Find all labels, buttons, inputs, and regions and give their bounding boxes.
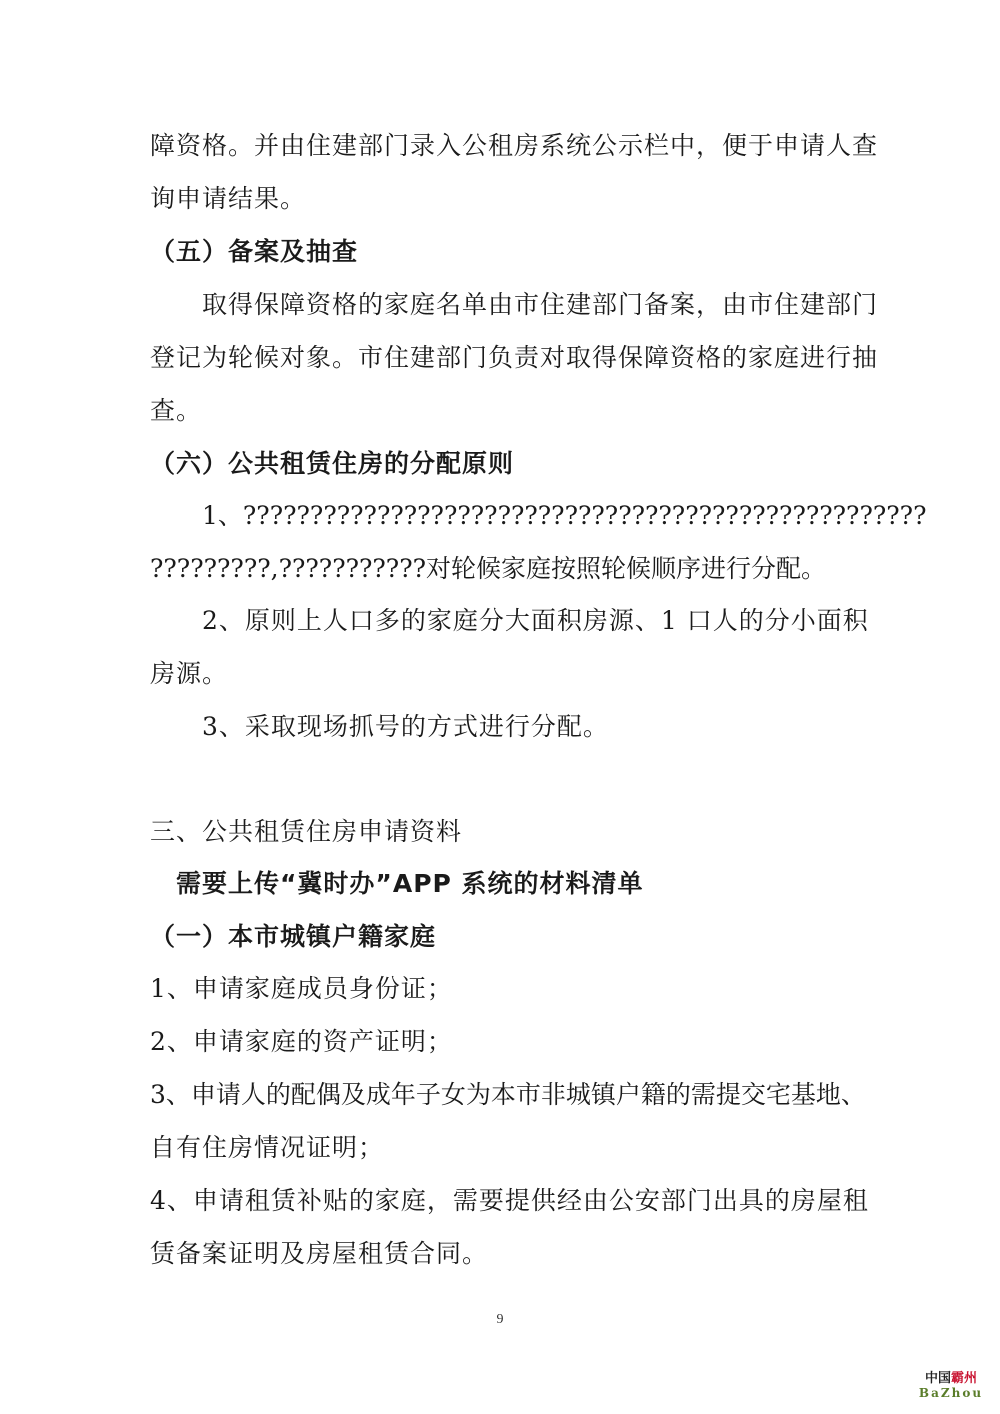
section-heading: （一）本市城镇户籍家庭 bbox=[150, 922, 437, 951]
watermark-title bbox=[916, 1371, 986, 1386]
watermark-title-a: 中国 bbox=[924, 1371, 951, 1386]
watermark-title-b: 霸州 bbox=[951, 1371, 978, 1386]
list-item: 1、??????????????????????????????????????????????????? bbox=[202, 501, 927, 530]
list-item: 1、申请家庭成员身份证； bbox=[150, 974, 453, 1003]
watermark-logo bbox=[916, 1371, 986, 1400]
paragraph-line: 登记为轮候对象。市住建部门负责对取得保障资格的家庭进行抽 bbox=[150, 343, 879, 372]
section-heading: （五）备案及抽查 bbox=[150, 237, 359, 266]
paragraph-line: 查。 bbox=[150, 396, 203, 425]
paragraph-line: ?????????,???????????对轮候家庭按照轮候顺序进行分配。 bbox=[150, 554, 827, 583]
chapter-heading: 三、公共租赁住房申请资料 bbox=[150, 817, 463, 846]
subsection-heading: 需要上传“冀时办”APP 系统的材料清单 bbox=[176, 869, 644, 898]
paragraph-line: 房源。 bbox=[150, 659, 229, 688]
list-item: 4、申请租赁补贴的家庭，需要提供经由公安部门出具的房屋租 bbox=[150, 1186, 869, 1215]
paragraph-line: 赁备案证明及房屋租赁合同。 bbox=[150, 1239, 489, 1268]
list-item: 2、原则上人口多的家庭分大面积房源、1 口人的分小面积 bbox=[202, 606, 869, 635]
paragraph-line: 取得保障资格的家庭名单由市住建部门备案，由市住建部门 bbox=[202, 290, 879, 319]
list-item: 3、申请人的配偶及成年子女为本市非城镇户籍的需提交宅基地、 bbox=[150, 1080, 866, 1109]
list-item: 2、申请家庭的资产证明； bbox=[150, 1027, 453, 1056]
paragraph-line: 自有住房情况证明； bbox=[150, 1133, 385, 1162]
page-number: 9 bbox=[496, 1312, 504, 1327]
paragraph-line: 障资格。并由住建部门录入公租房系统公示栏中，便于申请人查 bbox=[150, 131, 879, 160]
list-item: 3、采取现场抓号的方式进行分配。 bbox=[202, 712, 609, 741]
section-heading: （六）公共租赁住房的分配原则 bbox=[150, 449, 515, 478]
watermark-subtitle: BaZhou bbox=[918, 1386, 984, 1400]
paragraph-line: 询申请结果。 bbox=[150, 184, 307, 213]
